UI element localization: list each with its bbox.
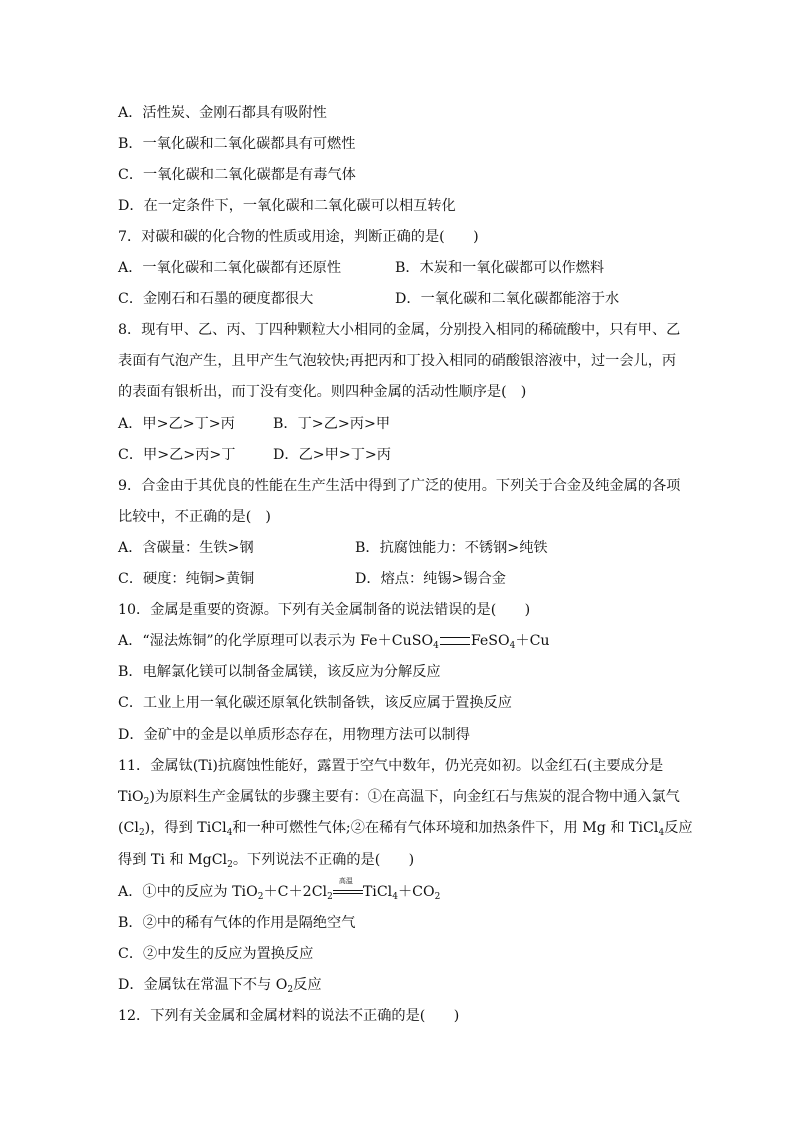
stem-text: 得到 Ti 和 MgCl bbox=[118, 852, 228, 868]
q9-option-c: C．硬度：纯铜>黄铜 bbox=[118, 571, 255, 587]
stem-text: 和一种可燃性气体;②在稀有气体环境和加热条件下，用 Mg 和 TiCl bbox=[232, 820, 659, 836]
q8-options-row1 bbox=[118, 414, 391, 434]
q7-option-c: C．金刚石和石墨的硬度都很大 bbox=[118, 291, 314, 307]
q8-option-c: C．甲>乙>丙>丁 bbox=[118, 447, 236, 463]
formula-text: TiO bbox=[118, 789, 144, 805]
q10-option-a-text: A．“湿法炼铜”的化学原理可以表示为 Fe＋CuSO bbox=[118, 633, 434, 649]
q8-stem-line2: 表面有气泡产生，且甲产生气泡较快;再把丙和丁投入相同的硝酸银溶液中，过一会儿，丙 bbox=[118, 353, 677, 369]
q10-option-b: B．电解氯化镁可以制备金属镁，该反应为分解反应 bbox=[118, 664, 441, 680]
subscript: 2 bbox=[327, 892, 333, 902]
q9-options-row1 bbox=[118, 538, 548, 558]
q10-option-d: D．金矿中的金是以单质形态存在，用物理方法可以制得 bbox=[118, 727, 470, 743]
q7-options-row1 bbox=[118, 258, 605, 278]
q11-stem-line4 bbox=[118, 850, 414, 870]
q9-option-a: A．含碳量：生铁>钢 bbox=[118, 540, 254, 556]
q7-option-b: B．木炭和一氧化碳都可以作燃料 bbox=[395, 260, 605, 276]
subscript: 2 bbox=[227, 860, 233, 870]
q10-option-a-product: FeSO bbox=[470, 633, 510, 649]
q10-option-c: C．工业上用一氧化碳还原氧化铁制备铁，该反应属于置换反应 bbox=[118, 695, 512, 711]
q7-option-a: A．一氧化碳和二氧化碳都有还原性 bbox=[118, 260, 342, 276]
q8-stem-line1: 8．现有甲、乙、丙、丁四种颗粒大小相同的金属，分别投入相同的稀硫酸中，只有甲、乙 bbox=[118, 322, 681, 338]
q7-stem: 7．对碳和碳的化合物的性质或用途，判断正确的是( ) bbox=[118, 229, 479, 245]
subscript: 2 bbox=[257, 892, 264, 902]
q11-option-c: C．②中发生的反应为置换反应 bbox=[118, 946, 314, 962]
option-text: D．金属钛在常温下不与 O bbox=[118, 977, 288, 993]
q6-option-a: A．活性炭、金刚石都具有吸附性 bbox=[118, 105, 327, 121]
subscript: 2 bbox=[143, 797, 150, 807]
q6-option-d: D．在一定条件下，一氧化碳和二氧化碳可以相互转化 bbox=[118, 198, 456, 214]
q11-option-b: B．②中的稀有气体的作用是隔绝空气 bbox=[118, 915, 356, 931]
equals-sign bbox=[440, 637, 470, 645]
q6-option-c: C．一氧化碳和二氧化碳都是有毒气体 bbox=[118, 167, 356, 183]
q8-stem-line3: 的表面有银析出，而丁没有变化。则四种金属的活动性顺序是( ) bbox=[118, 384, 527, 400]
q10-option-a-end: ＋Cu bbox=[515, 633, 550, 649]
stem-text: )，得到 TiCl bbox=[144, 820, 227, 836]
q7-option-d: D．一氧化碳和二氧化碳都能溶于水 bbox=[395, 291, 620, 307]
q7-options-row2 bbox=[118, 289, 620, 309]
q11-option-d bbox=[118, 975, 322, 995]
q9-option-d: D．熔点：纯锡>锡合金 bbox=[355, 571, 506, 587]
q8-option-a: A．甲>乙>丁>丙 bbox=[118, 416, 235, 432]
option-text: ＋C＋2Cl bbox=[263, 884, 328, 900]
q11-stem-line3 bbox=[118, 818, 693, 838]
q6-option-b: B．一氧化碳和二氧化碳都具有可燃性 bbox=[118, 136, 356, 152]
q11-stem-line1: 11．金属钛(Ti)抗腐蚀性能好，露置于空气中数年，仍光亮如初。以金红石(主要成分是 bbox=[118, 758, 664, 774]
subscript: 2 bbox=[138, 828, 145, 838]
stem-text: 。下列说法不正确的是( ) bbox=[232, 852, 415, 868]
reaction-condition: 高温 bbox=[338, 877, 353, 885]
q9-option-b: B．抗腐蚀能力：不锈钢>纯铁 bbox=[355, 540, 548, 556]
stem-text: 反应 bbox=[664, 820, 693, 836]
subscript: 4 bbox=[392, 892, 398, 902]
subscript: 4 bbox=[509, 641, 516, 651]
formula-text: (Cl bbox=[118, 820, 139, 836]
reaction-arrow bbox=[333, 877, 363, 897]
option-text: A．①中的反应为 TiO bbox=[118, 884, 258, 900]
subscript: 4 bbox=[226, 828, 233, 838]
q12-stem: 12．下列有关金属和金属材料的说法不正确的是( ) bbox=[118, 1008, 460, 1024]
q10-stem: 10．金属是重要的资源。下列有关金属制备的说法错误的是( ) bbox=[118, 602, 531, 618]
q10-option-a bbox=[118, 631, 550, 651]
stem-text: )为原料生产金属钛的步骤主要有：①在高温下，向金红石与焦炭的混合物中通入氯气 bbox=[149, 789, 680, 805]
q9-stem-line2: 比较中，不正确的是( ) bbox=[118, 509, 271, 525]
subscript: 4 bbox=[433, 641, 439, 651]
q11-option-a bbox=[118, 877, 441, 902]
q8-option-b: B．丁>乙>丙>甲 bbox=[273, 416, 391, 432]
option-text: ＋CO bbox=[397, 884, 435, 900]
q9-stem-line1: 9．合金由于其优良的性能在生产生活中得到了广泛的使用。下列关于合金及纯金属的各项 bbox=[118, 478, 681, 494]
option-text: 反应 bbox=[293, 977, 322, 993]
q11-stem-line2 bbox=[118, 787, 680, 807]
q9-options-row2 bbox=[118, 569, 506, 589]
q8-option-d: D．乙>甲>丁>丙 bbox=[273, 447, 391, 463]
q8-options-row2 bbox=[118, 445, 391, 465]
subscript: 2 bbox=[434, 892, 441, 902]
option-text: TiCl bbox=[362, 884, 393, 900]
subscript: 2 bbox=[287, 985, 294, 995]
subscript: 4 bbox=[658, 828, 665, 838]
